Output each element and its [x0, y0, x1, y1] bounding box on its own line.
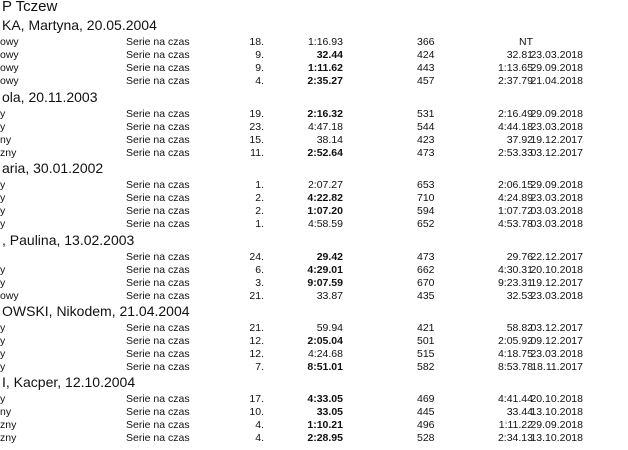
date-cell: 03.03.2018 [530, 218, 583, 230]
time-cell: 4:24.68 [307, 348, 343, 360]
style-cell: y [0, 393, 6, 405]
result-row [0, 290, 628, 303]
time-cell: 2:52.64 [307, 147, 343, 159]
result-row [0, 36, 628, 49]
prev-time-cell: 1:11.22 [498, 419, 533, 431]
style-cell: ny [0, 134, 12, 146]
points-cell: 710 [417, 192, 435, 204]
points-cell: 670 [417, 277, 435, 289]
date-cell: 23.03.2018 [530, 290, 583, 302]
result-row [0, 251, 628, 264]
athlete-header: KA, Martyna, 20.05.2004 [2, 17, 157, 33]
date-cell: 23.03.2018 [530, 192, 583, 204]
date-cell: 09.12.2017 [530, 335, 583, 347]
type-cell: Serie na czas [126, 218, 190, 230]
time-cell: 2:28.95 [307, 432, 343, 444]
points-cell: 594 [417, 205, 435, 217]
prev-time-cell: 32.81 [506, 49, 533, 61]
style-cell: owy [0, 62, 19, 74]
prev-time-cell: 4:53.78 [497, 218, 533, 230]
date-cell: 29.09.2018 [530, 62, 583, 74]
time-cell: 1:10.21 [307, 419, 343, 431]
place-cell: 21. [249, 290, 264, 302]
style-cell: owy [0, 75, 19, 87]
prev-time-cell: 37.92 [506, 134, 533, 146]
prev-time-cell: 8:53.78 [497, 361, 533, 373]
place-cell: 1. [255, 179, 264, 191]
place-cell: 19. [249, 108, 264, 120]
time-cell: 2:05.04 [307, 335, 343, 347]
points-cell: 662 [417, 264, 435, 276]
prev-time-cell: 2:37.79 [497, 75, 533, 87]
points-cell: 652 [417, 218, 435, 230]
style-cell: y [0, 348, 6, 360]
time-cell: 33.05 [316, 406, 343, 418]
style-cell: ny [0, 406, 12, 418]
time-cell: 2:07.27 [307, 179, 343, 191]
result-row [0, 108, 628, 121]
points-cell: 424 [417, 49, 435, 61]
type-cell: Serie na czas [126, 205, 190, 217]
points-cell: 443 [417, 62, 435, 74]
style-cell: zny [0, 432, 17, 444]
date-cell: 03.12.2017 [530, 322, 583, 334]
type-cell: Serie na czas [126, 121, 190, 133]
result-row [0, 419, 628, 432]
style-cell: y [0, 179, 6, 191]
points-cell: 473 [417, 251, 435, 263]
type-cell: Serie na czas [126, 361, 190, 373]
points-cell: 528 [417, 432, 435, 444]
date-cell: 22.12.2017 [530, 251, 583, 263]
points-cell: 653 [417, 179, 435, 191]
result-row [0, 134, 628, 147]
date-cell: 18.11.2017 [531, 361, 583, 373]
date-cell: 20.10.2018 [530, 264, 583, 276]
place-cell: 10. [249, 406, 264, 418]
points-cell: 473 [417, 147, 435, 159]
type-cell: Serie na czas [126, 192, 190, 204]
time-cell: 1:11.62 [307, 62, 343, 74]
prev-time-cell: 4:41.44 [497, 393, 533, 405]
points-cell: 501 [417, 335, 435, 347]
place-cell: 2. [255, 205, 264, 217]
place-cell: 4. [255, 75, 264, 87]
time-cell: 4:22.82 [307, 192, 343, 204]
result-row [0, 75, 628, 88]
athlete-header: ola, 20.11.2003 [2, 89, 98, 105]
style-cell: zny [0, 419, 17, 431]
prev-time-cell: 2:16.49 [497, 108, 533, 120]
time-cell: 59.94 [316, 322, 343, 334]
prev-time-cell: 58.82 [506, 322, 533, 334]
place-cell: 23. [249, 121, 264, 133]
style-cell: y [0, 121, 6, 133]
prev-time-cell: 4:44.18 [497, 121, 533, 133]
result-row [0, 322, 628, 335]
athlete-header: aria, 30.01.2002 [2, 160, 104, 176]
prev-time-cell: 33.44 [506, 406, 533, 418]
style-cell: y [0, 192, 6, 204]
time-cell: 29.42 [316, 251, 343, 263]
date-cell: 20.10.2018 [530, 393, 583, 405]
place-cell: 21. [249, 322, 264, 334]
date-cell: 19.12.2017 [530, 277, 583, 289]
points-cell: 457 [417, 75, 435, 87]
type-cell: Serie na czas [126, 348, 190, 360]
place-cell: 12. [249, 335, 264, 347]
points-cell: 469 [417, 393, 435, 405]
prev-time-cell: 9:23.31 [497, 277, 533, 289]
style-cell: y [0, 322, 6, 334]
club-title: P Tczew [2, 0, 58, 15]
type-cell: Serie na czas [126, 419, 190, 431]
time-cell: 4:29.01 [307, 264, 343, 276]
result-row [0, 432, 628, 445]
style-cell: y [0, 277, 6, 289]
type-cell: Serie na czas [126, 251, 190, 263]
style-cell: y [0, 205, 6, 217]
type-cell: Serie na czas [126, 432, 190, 444]
points-cell: 531 [417, 108, 435, 120]
style-cell: y [0, 218, 6, 230]
result-row [0, 348, 628, 361]
date-cell: 03.12.2017 [530, 147, 583, 159]
points-cell: 544 [417, 121, 435, 133]
prev-time-cell: 4:18.75 [497, 348, 533, 360]
type-cell: Serie na czas [126, 36, 190, 48]
prev-time-cell: 2:06.15 [497, 179, 533, 191]
time-cell: 2:35.27 [307, 75, 343, 87]
points-cell: 515 [417, 348, 435, 360]
date-cell: 21.04.2018 [530, 75, 583, 87]
result-row [0, 218, 628, 231]
date-cell: 23.03.2018 [530, 49, 583, 61]
place-cell: 7. [255, 361, 264, 373]
place-cell: 12. [249, 348, 264, 360]
points-cell: 366 [417, 36, 435, 48]
type-cell: Serie na czas [126, 147, 190, 159]
place-cell: 9. [255, 62, 264, 74]
date-cell: 23.03.2018 [530, 348, 583, 360]
prev-time-cell: 4:24.89 [497, 192, 533, 204]
points-cell: 423 [417, 134, 435, 146]
result-row [0, 121, 628, 134]
place-cell: 4. [255, 432, 264, 444]
style-cell: y [0, 108, 6, 120]
prev-time-cell: 4:30.31 [497, 264, 533, 276]
date-cell: 29.09.2018 [530, 179, 583, 191]
prev-time-cell: 1:07.72 [497, 205, 533, 217]
place-cell: 4. [255, 419, 264, 431]
prev-time-cell: 2:05.92 [497, 335, 533, 347]
type-cell: Serie na czas [126, 62, 190, 74]
time-cell: 8:51.01 [307, 361, 343, 373]
place-cell: 11. [250, 147, 264, 159]
time-cell: 4:47.18 [307, 121, 343, 133]
time-cell: 32.44 [316, 49, 343, 61]
date-cell: 29.09.2018 [530, 419, 583, 431]
place-cell: 3. [255, 277, 264, 289]
prev-time-cell: 1:13.65 [497, 62, 533, 74]
time-cell: 1:16.93 [307, 36, 343, 48]
style-cell: y [0, 361, 6, 373]
result-row [0, 62, 628, 75]
points-cell: 421 [417, 322, 435, 334]
prev-time-cell: 32.53 [506, 290, 533, 302]
type-cell: Serie na czas [126, 322, 190, 334]
type-cell: Serie na czas [126, 393, 190, 405]
result-row [0, 335, 628, 348]
type-cell: Serie na czas [126, 406, 190, 418]
type-cell: Serie na czas [126, 179, 190, 191]
time-cell: 38.14 [316, 134, 343, 146]
date-cell: 13.10.2018 [530, 432, 583, 444]
time-cell: 4:58.59 [307, 218, 343, 230]
result-row [0, 277, 628, 290]
time-cell: 9:07.59 [307, 277, 343, 289]
style-cell: owy [0, 49, 19, 61]
style-cell: owy [0, 36, 19, 48]
style-cell: zny [0, 147, 17, 159]
time-cell: 1:07.20 [307, 205, 343, 217]
time-cell: 4:33.05 [307, 393, 343, 405]
points-cell: 445 [417, 406, 435, 418]
place-cell: 9. [255, 49, 264, 61]
date-cell: 03.03.2018 [530, 205, 583, 217]
date-cell: 23.03.2018 [530, 121, 583, 133]
athlete-header: I, Kacper, 12.10.2004 [2, 374, 136, 390]
result-row [0, 264, 628, 277]
type-cell: Serie na czas [126, 108, 190, 120]
style-cell: owy [0, 290, 19, 302]
result-row [0, 147, 628, 160]
time-cell: 33.87 [316, 290, 343, 302]
place-cell: 18. [249, 36, 264, 48]
time-cell: 2:16.32 [307, 108, 343, 120]
place-cell: 2. [255, 192, 264, 204]
place-cell: 24. [249, 251, 264, 263]
result-row [0, 192, 628, 205]
place-cell: 6. [255, 264, 264, 276]
prev-time-cell: NT [519, 36, 533, 48]
place-cell: 1. [255, 218, 264, 230]
athlete-header: , Paulina, 13.02.2003 [2, 232, 135, 248]
place-cell: 17. [249, 393, 264, 405]
type-cell: Serie na czas [126, 264, 190, 276]
result-row [0, 205, 628, 218]
date-cell: 13.10.2018 [530, 406, 583, 418]
type-cell: Serie na czas [126, 75, 190, 87]
result-row [0, 361, 628, 374]
type-cell: Serie na czas [126, 335, 190, 347]
type-cell: Serie na czas [126, 49, 190, 61]
result-row [0, 393, 628, 406]
result-row [0, 179, 628, 192]
date-cell: 19.12.2017 [530, 134, 583, 146]
date-cell: 29.09.2018 [530, 108, 583, 120]
type-cell: Serie na czas [126, 290, 190, 302]
prev-time-cell: 2:34.13 [497, 432, 533, 444]
style-cell: y [0, 335, 6, 347]
type-cell: Serie na czas [126, 277, 190, 289]
points-cell: 435 [417, 290, 435, 302]
style-cell: y [0, 264, 6, 276]
type-cell: Serie na czas [126, 134, 190, 146]
place-cell: 15. [249, 134, 264, 146]
prev-time-cell: 29.76 [506, 251, 533, 263]
points-cell: 496 [417, 419, 435, 431]
athlete-header: OWSKI, Nikodem, 21.04.2004 [2, 303, 190, 319]
prev-time-cell: 2:53.33 [497, 147, 533, 159]
points-cell: 582 [417, 361, 435, 373]
result-row [0, 406, 628, 419]
result-row [0, 49, 628, 62]
